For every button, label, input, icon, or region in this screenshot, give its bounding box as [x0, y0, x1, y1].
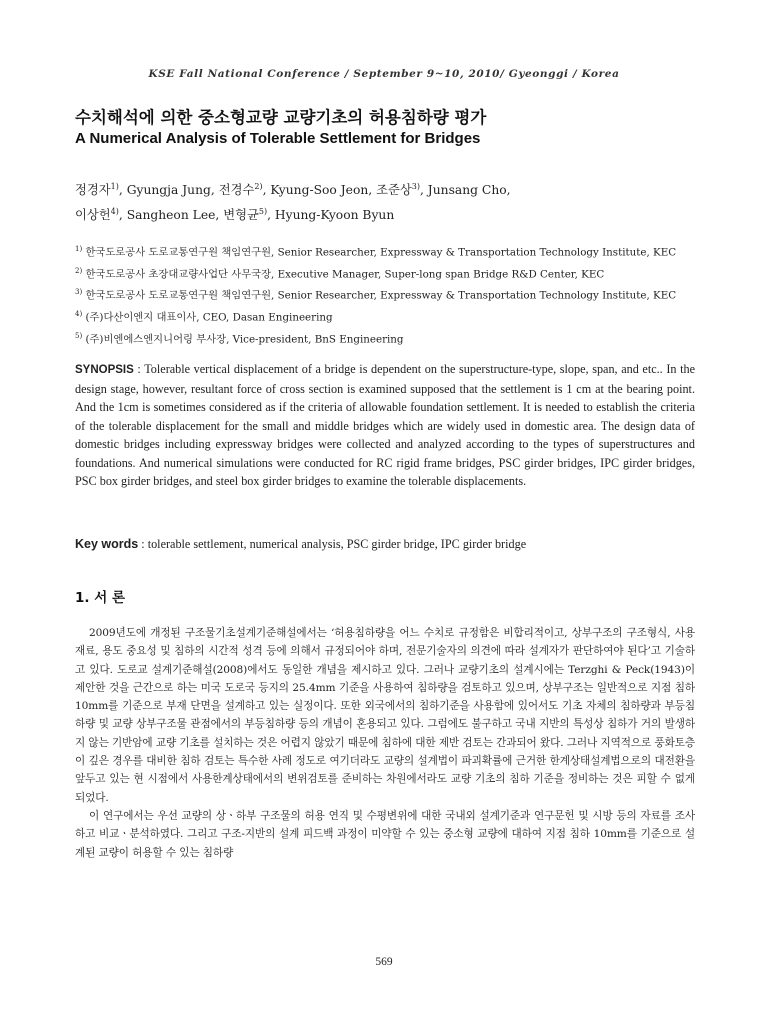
keywords-separator: :: [138, 537, 148, 551]
affiliation-text: 한국도로공사 초장대교량사업단 사무국장, Executive Manager, Super-long span Bridge R&D Center, KEC: [85, 268, 605, 281]
affiliation-mark: 2): [75, 266, 83, 275]
title-korean: 수치해석에 의한 중소형교량 교량기초의 허용침하량 평가: [75, 108, 487, 127]
keywords: [75, 537, 695, 552]
affiliation-mark: 5): [75, 331, 83, 340]
affiliation-text: 한국도로공사 도로교통연구원 책임연구원, Senior Researcher, Expressway & Transportation Technology Institute, KEC: [85, 246, 677, 259]
author-mark: 4): [110, 207, 119, 217]
affiliation-item: [75, 240, 715, 262]
author-mark: 3): [411, 182, 420, 191]
author-mark: 5): [258, 207, 268, 217]
paragraph: 2009년도에 개정된 구조물기초설계기준해설에서는 ‘허용침하량을 어느 수치로 규정함은 비합리적이고, 상부구조의 구조형식, 사용재료, 용도 중요성 및 침하의 시간적 성격 등에 의해서 규정되어야 하며, 전문기술자의 의견에 따라 설계자가 판단하여야 된다’고 기술하고 있다. 도로교 설계기준해설(2008)에서도 동일한 개념을 제시하고 있다. 그러나 교량기초의 설계시에는 Terzghi & Peck(1943)이 제안한 것을 근간으로 하는 미국 도로국 등지의 25.4mm 기준을 사용하여 침하량을 검토하고 있으며, 상부구조는 일반적으로 지점 침하 10mm를 기준으로 부재 단면을 설계하고 있는 실정이다. 또한 외국에서의 침하기준을 사용함에 있어서도 기초 자체의 침하량과 부등침하량 및 교량 상부구조물 관점에서의 부등침하량 등의 개념이 혼용되고 있다. 그럼에도 불구하고 국내 지반의 특성상 침하가 거의 발생하지 않는 기반암에 교량 기초를 설치하는 것은 어렵지 않았기 때문에 침하에 대한 제반 검토는 간과되어 왔다. 그러나 지역적으로 풍화토층이 깊은 경우를 대비한 침하 검토는 특수한 사례 정도로 여기더라도 교량의 설계법이 파괴확률에 근거한 한계상태설계법으로의 대전환을 앞두고 있는 현 시점에서 사용한계상태에서의 변위검토를 준비하는 차원에서라도 교량 기초의 침하 기준을 정비하는 것은 피할 수 없게 되었다.: [75, 627, 695, 804]
paragraph: 이 연구에서는 우선 교량의 상ㆍ하부 구조물의 허용 연직 및 수평변위에 대한 국내외 설계기준과 연구문헌 및 시방 등의 자료를 조사하고 비교ㆍ분석하였다. 그리고 구조-지반의 설계 피드백 과정이 미약할 수 있는 중소형 교량에 대하여 지점 침하 10mm를 기준으로 설계된 교량이 허용할 수 있는 침하량: [75, 809, 695, 859]
author-korean-name: 이상헌: [75, 208, 111, 223]
affiliation-mark: 3): [75, 288, 83, 297]
keywords-text: tolerable settlement, numerical analysis, PSC girder bridge, IPC girder bridge: [147, 537, 527, 551]
title-english: A Numerical Analysis of Tolerable Settlement for Bridges: [75, 130, 481, 147]
synopsis-text: Tolerable vertical displacement of a bridge is dependent on the superstructure-type, slope, span, and etc.. In the design stage, however, resultant force of cross section is examined supposed that the settlement is 1 cm at the bearing point. And the 1cm is sometimes considered as if the criteria of allowable foundation settlement. It is needed to establish the criteria of the tolerable displacement for the small and middle bridges which are widely used in domestic area. The design data of domestic bridges including expressway bridges were collected and analyzed according to the types of superstructures and foundations. And numerical simulations were conducted for RC rigid frame bridges, PSC girder bridges, IPC girder bridges, PSC box girder bridges, and steel box girder bridges to examine the tolerable displacements.: [75, 362, 695, 488]
section-heading: 1. 서 론: [75, 590, 126, 606]
author-english-name: Gyungja Jung: [126, 183, 211, 198]
affiliation-item: [75, 305, 715, 327]
author-mark: 2): [254, 182, 263, 191]
affiliation-text: (주)다산이엔지 대표이사, CEO, Dasan Engineering: [85, 311, 333, 324]
affiliation-item: [75, 327, 715, 349]
author-line-2: 이상헌$^{4)}$, Sangheon Lee, 변형균$^{5)}$, Hyung-Kyoon Byun: [75, 207, 395, 223]
conference-header: KSE Fall National Conference / September 9~10, 2010/ Gyeonggi / Korea: [148, 68, 620, 80]
author-english-name: Kyung-Soo Jeon: [270, 183, 369, 198]
section-body: [75, 624, 695, 862]
author-mark: 1): [110, 182, 119, 191]
author-line-1: 정경자$^{1)}$, Gyungja Jung, 전경수$^{2)}$, Kyung-Soo Jeon, 조준상$^{3)}$, Junsang Cho,: [75, 182, 511, 198]
author-english-name: Hyung-Kyoon Byun: [274, 208, 395, 223]
affiliation-item: [75, 283, 715, 305]
author-korean-name: 변형균: [223, 208, 259, 223]
author-korean-name: 조준상: [376, 183, 412, 198]
affiliation-text: 한국도로공사 도로교통연구원 책임연구원, Senior Researcher, Expressway & Transportation Technology Institute, KEC: [85, 289, 677, 302]
author-list: [75, 176, 695, 226]
page-number: 569: [375, 956, 393, 968]
synopsis-label: SYNOPSIS: [75, 364, 134, 376]
author-korean-name: 정경자: [75, 183, 111, 198]
author-english-name: Sangheon Lee: [126, 208, 216, 223]
affiliation-item: [75, 262, 715, 284]
affiliation-mark: 1): [75, 245, 83, 253]
author-english-name: Junsang Cho: [427, 183, 507, 198]
affiliation-mark: 4): [75, 309, 83, 318]
keywords-label: Key words: [75, 537, 139, 551]
affiliation-text: (주)비엔에스엔지니어링 부사장, Vice-president, BnS Engineering: [85, 332, 404, 345]
synopsis: [75, 360, 695, 491]
author-korean-name: 전경수: [218, 183, 255, 198]
affiliation-list: [75, 240, 715, 348]
synopsis-separator: :: [133, 362, 145, 376]
